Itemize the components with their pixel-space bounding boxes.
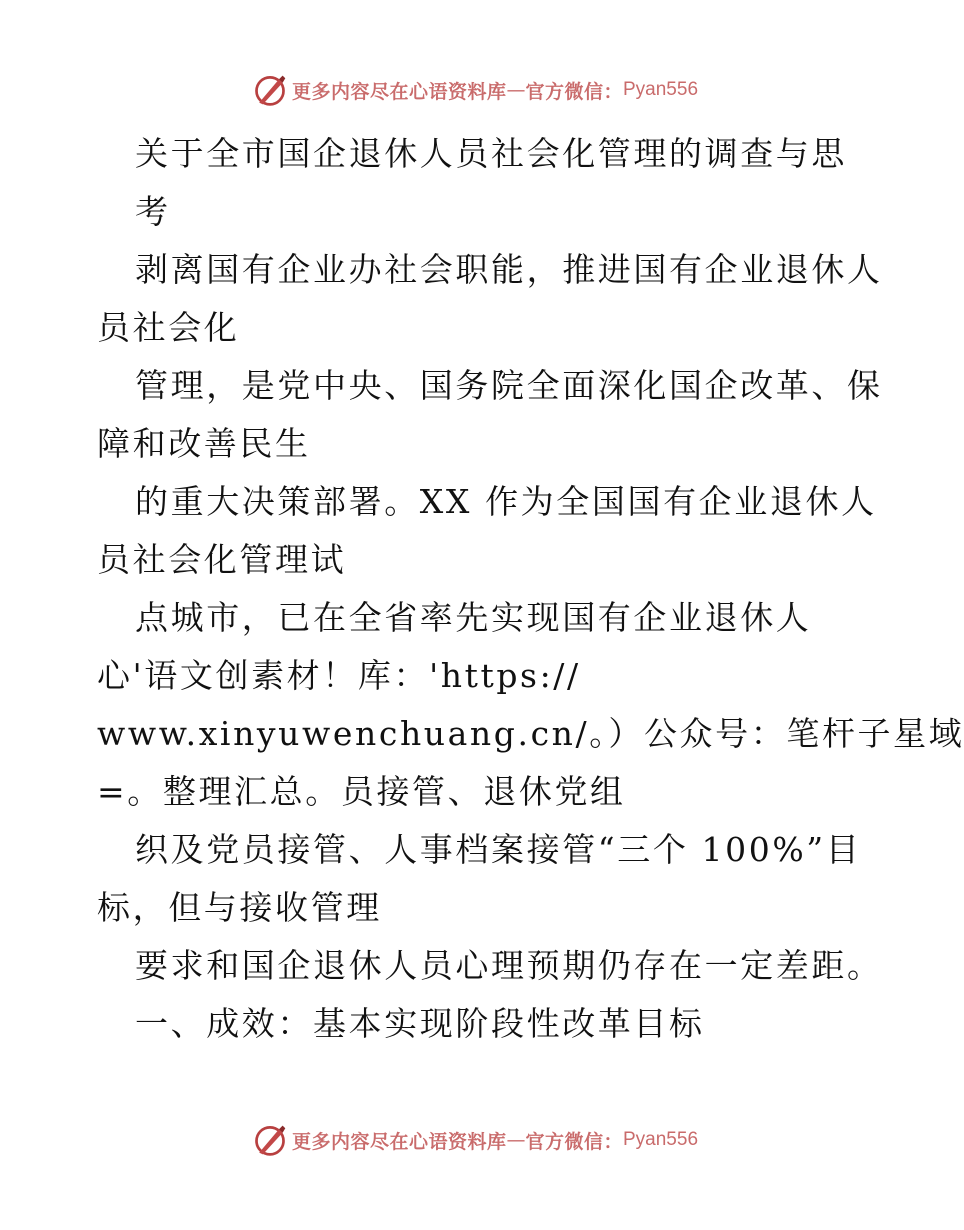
body-line: 障和改善民生: [97, 424, 311, 463]
body-line: 心'语文创素材！库：'https://: [97, 656, 581, 695]
watermark-text: 更多内容尽在心语资料库: [291, 80, 507, 103]
document-body: [97, 125, 964, 1053]
header-watermark: [0, 70, 950, 110]
section-heading: 一、成效：基本实现阶段性改革目标: [135, 1004, 705, 1043]
title-line-2: 考: [135, 192, 171, 231]
body-line: 的重大决策部署。XX 作为全国国有企业退休人: [135, 482, 877, 521]
pen-logo-icon: [252, 1122, 288, 1158]
watermark-dash: —: [506, 79, 526, 101]
body-line: 员社会化管理试: [97, 540, 347, 579]
watermark-wechat-label: 官方微信：: [525, 1130, 623, 1153]
body-line: 标，但与接收管理: [97, 888, 382, 927]
body-line: 点城市，已在全省率先实现国有企业退休人: [135, 598, 812, 637]
title-line-1: 关于全市国企退休人员社会化管理的调查与思: [135, 134, 847, 173]
watermark-wechat-label: 官方微信：: [525, 80, 623, 103]
watermark-wechat-id: Pyan556: [623, 1129, 699, 1150]
body-line: 管理，是党中央、国务院全面深化国企改革、保: [135, 366, 883, 405]
body-line: 剥离国有企业办社会职能，推进国有企业退休人: [135, 250, 883, 289]
body-line: www.xinyuwenchuang.cn/。）公众号：笔杆子星域: [97, 714, 964, 753]
footer-watermark: [0, 1120, 950, 1160]
body-line: =。整理汇总。员接管、退休党组: [97, 772, 626, 811]
pen-logo-icon: [252, 72, 288, 108]
watermark-dash: —: [506, 1129, 526, 1151]
watermark-wechat-id: Pyan556: [623, 79, 699, 100]
watermark-text: 更多内容尽在心语资料库: [291, 1130, 507, 1153]
body-line: 要求和国企退休人员心理预期仍存在一定差距。: [135, 946, 883, 985]
body-line: 织及党员接管、人事档案接管“三个 100%”目: [135, 830, 862, 869]
body-line: 员社会化: [97, 308, 240, 347]
